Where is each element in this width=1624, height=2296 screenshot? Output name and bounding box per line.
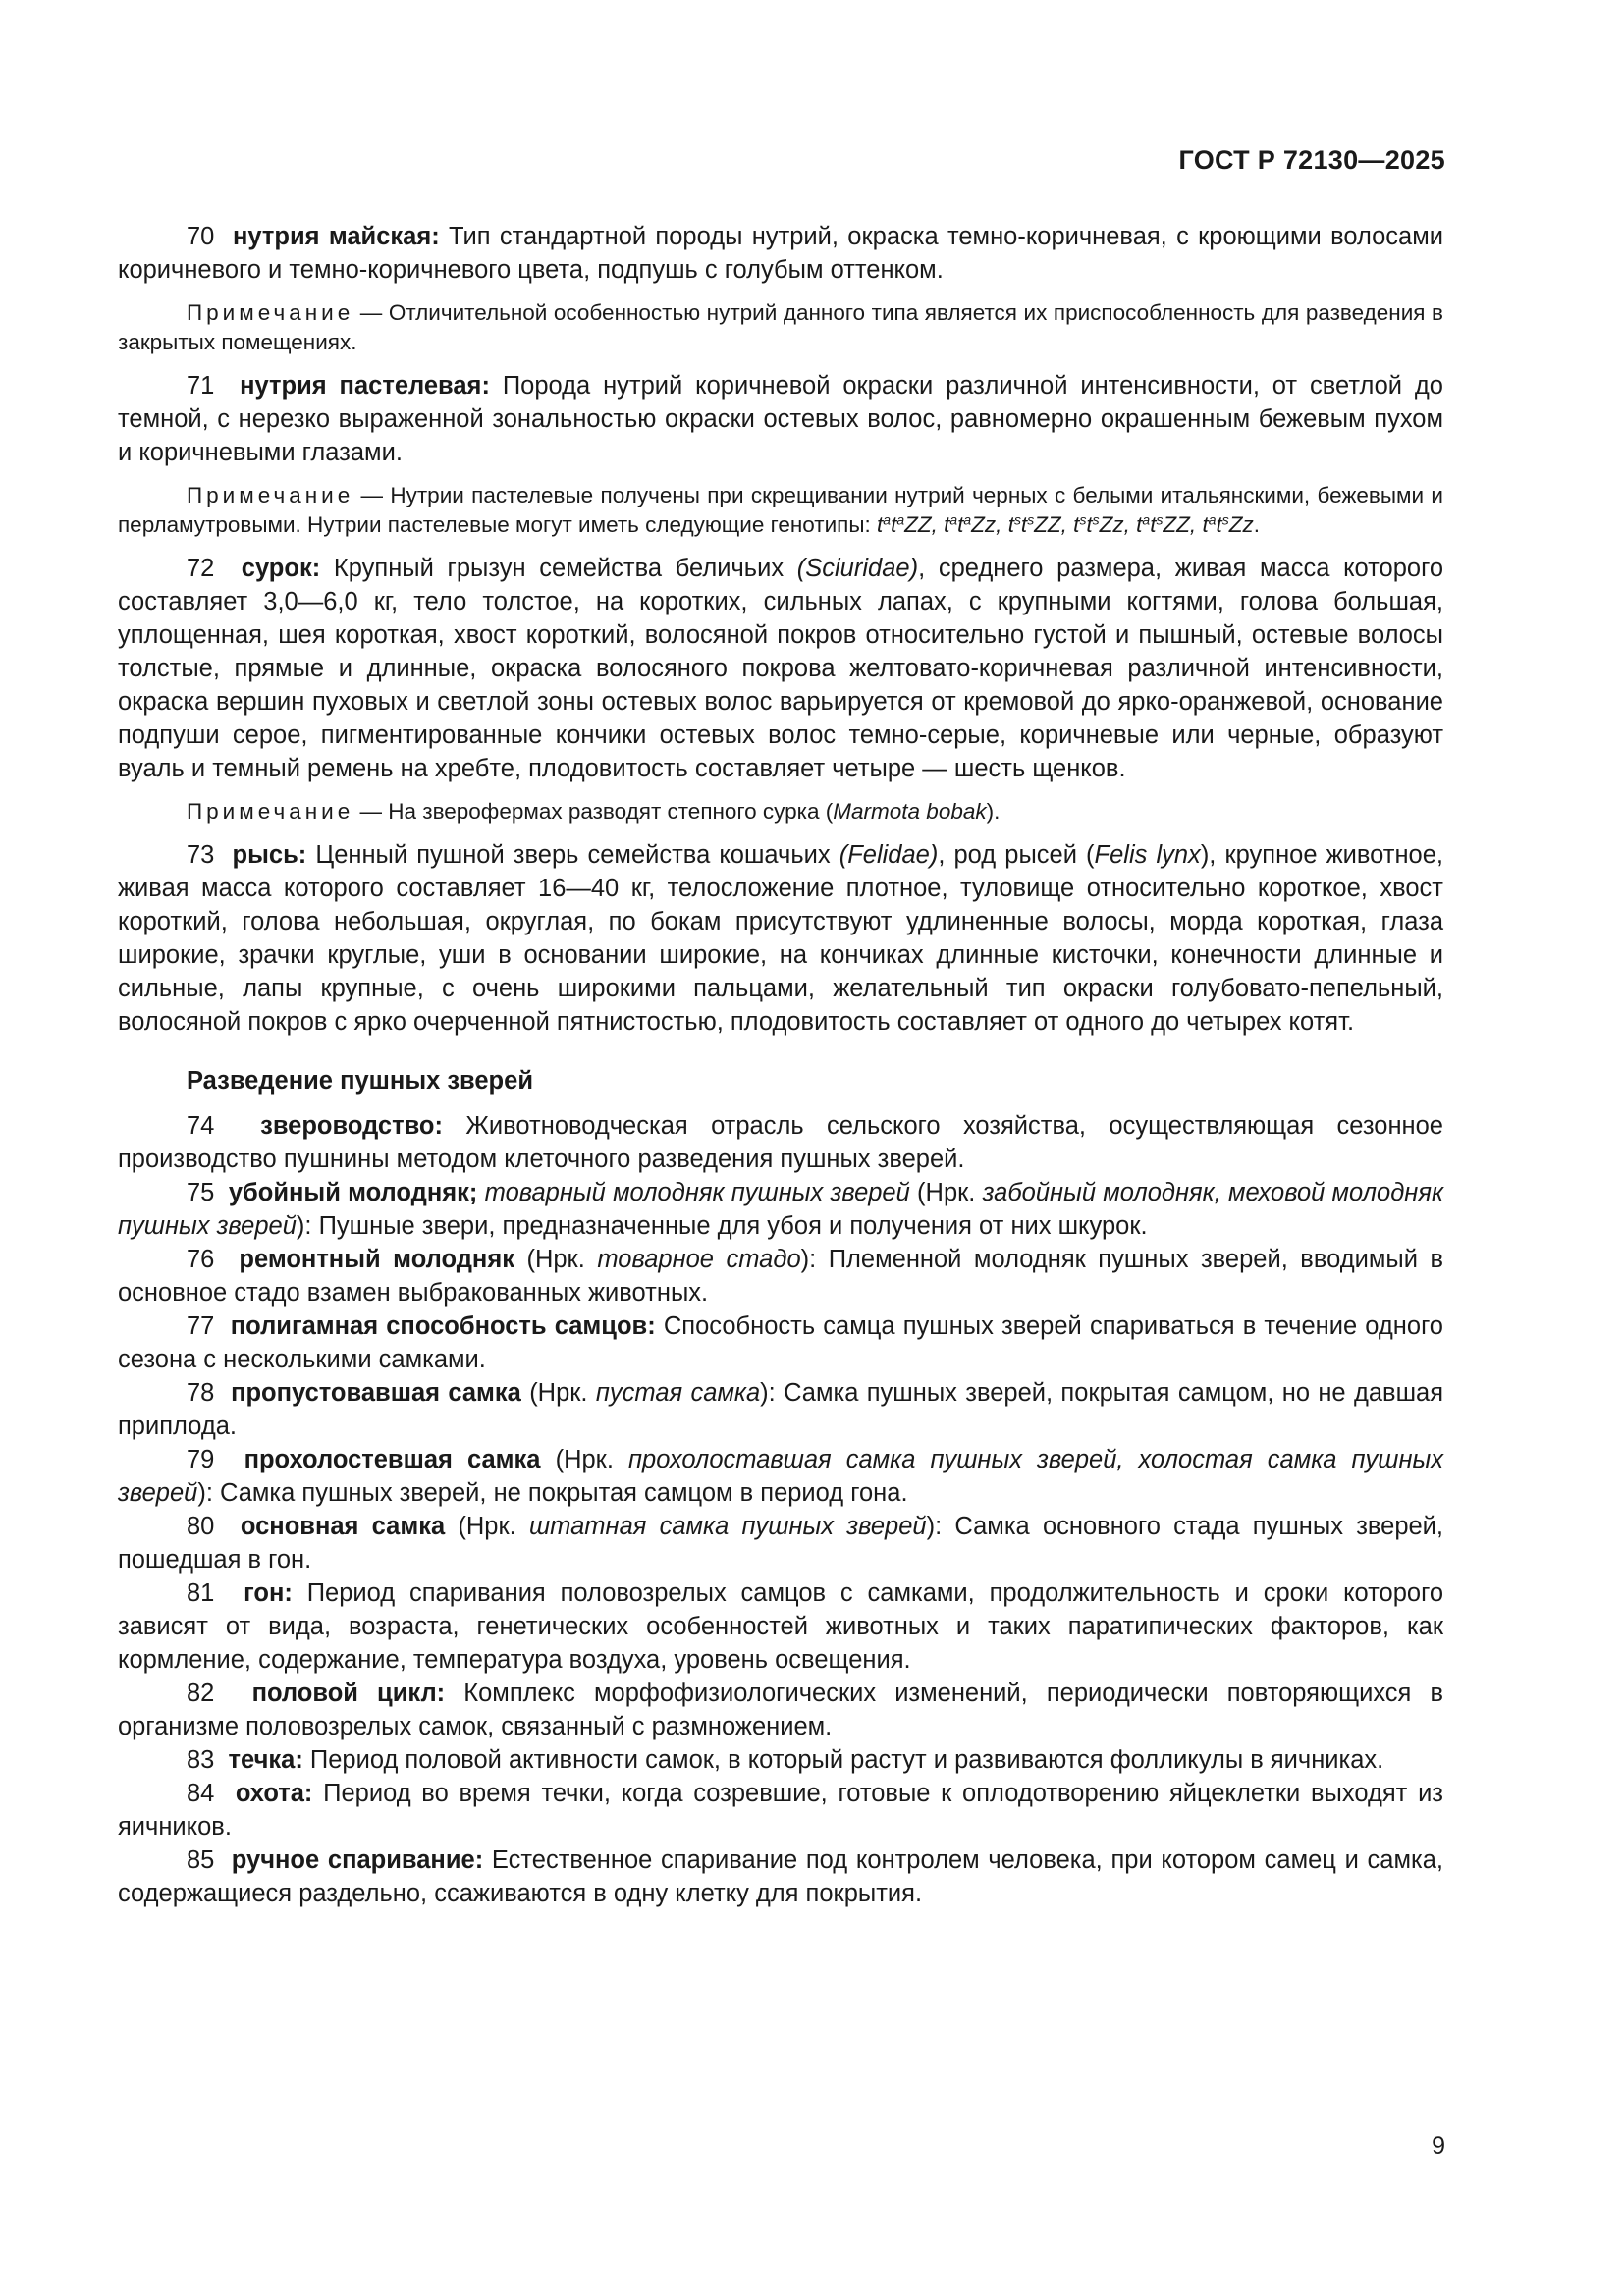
term-entry-83 — [118, 1743, 1443, 1777]
term-name: ручное спаривание: — [231, 1846, 484, 1874]
deprecated-prefix: (Нрк. — [520, 1379, 596, 1407]
term-number: 77 — [187, 1312, 215, 1340]
term-number: 72 — [187, 555, 215, 582]
term-definition: Способность самца пушных зверей спариваться в течение одного сезона с несколькими самками. — [118, 1312, 1443, 1373]
term-number: 76 — [187, 1246, 215, 1273]
note-text: — Нутрии пастелевые получены при скрещивании нутрий черных с белыми итальянскими, бежевыми и перламутровыми. Нутрии пастелевые могут иметь следующие генотипы: — [118, 483, 1443, 537]
term-number: 74 — [187, 1112, 215, 1140]
term-definition-cont: ), крупное животное, живая масса которого составляет 16—40 кг, телосложение плотное, туловище относительно короткое, хвост короткий, голова небольшая, округлая, по бокам присутствуют удлиненные волосы, морда короткая, глаза широкие, зрачки круглые, уши в основании широкие, на кончиках длинные кисточки, конечности длинные и сильные, лапы крупные, с очень широкими пальцами, желательный тип окраски голубовато-пепельный, волосяной покров с ярко очерченной пятнистостью, плодовитость составляет от одного до четырех котят. — [118, 841, 1444, 1036]
term-definition: Период спаривания половозрелых самцов с самками, продолжительность и сроки которого зависят от вида, возраста, генетических особенностей животных и таких паратипических факторов, как кормление, содержание, температура воздуха, уровень освещения. — [118, 1579, 1443, 1674]
term-entry-82 — [118, 1677, 1443, 1743]
term-entry-84 — [118, 1777, 1443, 1843]
term-name: сурок: — [241, 555, 321, 582]
term-definition: ): Самка пушных зверей, не покрытая самцом в период гона. — [197, 1479, 908, 1507]
latin-name: (Felidae) — [839, 841, 939, 869]
deprecated-prefix: (Нрк. — [445, 1513, 529, 1540]
term-entry-78 — [118, 1376, 1443, 1443]
deprecated-term: прохолоставшая самка пушных зверей, холостая самка пушных зверей — [118, 1446, 1444, 1507]
term-name: течка: — [228, 1746, 303, 1774]
term-name: убойный молодняк; — [228, 1179, 478, 1206]
term-entry-76 — [118, 1243, 1443, 1309]
term-number: 73 — [187, 841, 215, 869]
term-name: основная самка — [240, 1513, 446, 1540]
term-entry-73 — [118, 838, 1443, 1039]
separator: , — [1060, 512, 1074, 537]
term-name: нутрия пастелевая: — [240, 372, 490, 400]
term-definition: Период во время течки, когда созревшие, готовые к оплодотворению яйцеклетки выходят из яичников. — [118, 1780, 1444, 1841]
term-name: ремонтный молодняк — [239, 1246, 514, 1273]
term-number: 80 — [187, 1513, 215, 1540]
term-name: охота: — [235, 1780, 313, 1807]
section-heading: Разведение пушных зверей — [187, 1067, 533, 1095]
term-number: 84 — [187, 1780, 215, 1807]
term-name: звероводство: — [260, 1112, 443, 1140]
note-71 — [118, 481, 1443, 540]
term-name: пропустовавшая самка — [231, 1379, 521, 1407]
deprecated-prefix: (Нрк. — [540, 1446, 629, 1473]
note-label: Примечание — [187, 483, 354, 507]
term-entry-80 — [118, 1510, 1443, 1576]
term-name: рысь: — [232, 841, 307, 869]
latin-name: Felis lynx — [1094, 841, 1201, 869]
separator: , — [1123, 512, 1137, 537]
term-number: 79 — [187, 1446, 215, 1473]
term-definition: Период половой активности самок, в который растут и развиваются фолликулы в яичниках. — [302, 1746, 1384, 1774]
term-number: 82 — [187, 1680, 215, 1707]
genotype: $t^at^sZZ$ — [1136, 511, 1190, 537]
term-name: гон: — [244, 1579, 293, 1607]
term-definition: Ценный пушной зверь семейства кошачьих — [306, 841, 839, 869]
term-definition-cont: , среднего размера, живая масса которого составляет 3,0—6,0 кг, тело толстое, на коротких, сильных лапах, с крупными когтями, голова большая, уплощенная, шея короткая, хвост короткий, волосяной покров относительно густой и пышный, остевые волосы толстые, прямые и длинные, окраска волосяного покрова желтовато-коричневая различной интенсивности, окраска вершин пуховых и светлой зоны остевых волос варьируется от кремовой до ярко-оранжевой, основание подпуши серое, пигментированные кончики остевых волос темно-серые, коричневые или черные, образуют вуаль и темный ремень на хребте, плодовитость составляет четыре — шесть щенков. — [118, 555, 1444, 782]
term-definition: ): Самка основного стада пушных зверей, пошедшая в гон. — [118, 1513, 1444, 1574]
period: . — [1253, 512, 1260, 537]
term-number: 71 — [187, 372, 215, 400]
genotype: $t^at^sZz$ — [1202, 511, 1254, 537]
latin-name: Marmota bobak — [833, 799, 987, 824]
term-definition: Животноводческая отрасль сельского хозяйства, осуществляющая сезонное производство пушнины методом клеточного разведения пушных зверей. — [118, 1112, 1443, 1173]
deprecated-term: товарное стадо — [597, 1246, 801, 1273]
separator: , — [996, 512, 1008, 537]
term-number: 70 — [187, 223, 215, 250]
term-entry-81 — [118, 1576, 1443, 1677]
term-entry-72 — [118, 552, 1443, 785]
term-definition-cont: , род рысей ( — [938, 841, 1095, 869]
term-name: нутрия майская: — [233, 223, 440, 250]
term-number: 78 — [187, 1379, 215, 1407]
deprecated-term: пустая самка — [595, 1379, 761, 1407]
note-end: ). — [986, 799, 1001, 824]
term-name: полигамная способность самцов: — [230, 1312, 656, 1340]
deprecated-prefix: (Нрк. — [514, 1246, 598, 1273]
genotype: $t^st^sZZ$ — [1007, 511, 1061, 537]
separator: , — [1189, 512, 1203, 537]
note-72 — [118, 797, 1443, 827]
term-number: 75 — [187, 1179, 215, 1206]
note-label: Примечание — [187, 799, 354, 824]
term-definition: Тип стандартной породы нутрий, окраска темно-коричневая, с кроющими волосами коричневого и темно-коричневого цвета, подпушь с голубым оттенком. — [118, 223, 1444, 284]
deprecated-term: штатная самка пушных зверей — [528, 1513, 927, 1540]
term-entry-79 — [118, 1443, 1443, 1510]
term-name: прохолостевшая самка — [244, 1446, 541, 1473]
term-entry-85 — [118, 1843, 1443, 1910]
genotype: $t^at^aZZ$ — [877, 511, 932, 537]
term-entry-77 — [118, 1309, 1443, 1376]
term-definition: Порода нутрий коричневой окраски различной интенсивности, от светлой до темной, с нерезко выраженной зональностью окраски остевых волос, равномерно окрашенным бежевым пухом и коричневыми глазами. — [118, 372, 1443, 466]
term-definition: ): Племенной молодняк пушных зверей, вводимый в основное стадо взамен выбракованных животных. — [118, 1246, 1443, 1307]
note-text: — На зверофермах разводят степного сурка ( — [353, 799, 834, 824]
term-definition: Естественное спаривание под контролем человека, при котором самец и самка, содержащиеся раздельно, ссаживаются в одну клетку для покрытия. — [118, 1846, 1444, 1907]
separator: , — [931, 512, 945, 537]
note-70 — [118, 298, 1443, 357]
genotype: $t^at^aZz$ — [944, 511, 997, 537]
deprecated-term: забойный молодняк, меховой молодняк пушных зверей — [118, 1179, 1443, 1240]
term-number: 85 — [187, 1846, 215, 1874]
term-definition: Крупный грызун семейства беличьих — [320, 555, 797, 582]
term-entry-70 — [118, 220, 1443, 287]
term-definition: ): Пушные звери, предназначенные для убоя и получения от них шкурок. — [296, 1212, 1148, 1240]
term-entry-75 — [118, 1176, 1443, 1243]
term-number: 81 — [187, 1579, 215, 1607]
term-definition: ): Самка пушных зверей, покрытая самцом, но не давшая приплода. — [118, 1379, 1444, 1440]
page-number: 9 — [1432, 2132, 1445, 2160]
term-entry-74 — [118, 1109, 1443, 1176]
term-name: половой цикл: — [251, 1680, 446, 1707]
note-text: — Отличительной особенностью нутрий данного типа является их приспособленность для разведения в закрытых помещениях. — [118, 300, 1443, 354]
document-code: ГОСТ Р 72130—2025 — [1178, 145, 1445, 175]
document-body — [118, 220, 1443, 1910]
term-definition: Комплекс морфофизиологических изменений, периодически повторяющихся в организме половозрелых самок, связанный с размножением. — [118, 1680, 1444, 1740]
latin-name: (Sciuridae) — [796, 555, 919, 582]
genotype: $t^st^sZz$ — [1073, 511, 1124, 537]
synonym-term: товарный молодняк пушных зверей — [477, 1179, 910, 1206]
term-entry-71 — [118, 369, 1443, 469]
note-label: Примечание — [187, 300, 354, 325]
term-number: 83 — [187, 1746, 215, 1774]
deprecated-prefix: (Нрк. — [909, 1179, 983, 1206]
